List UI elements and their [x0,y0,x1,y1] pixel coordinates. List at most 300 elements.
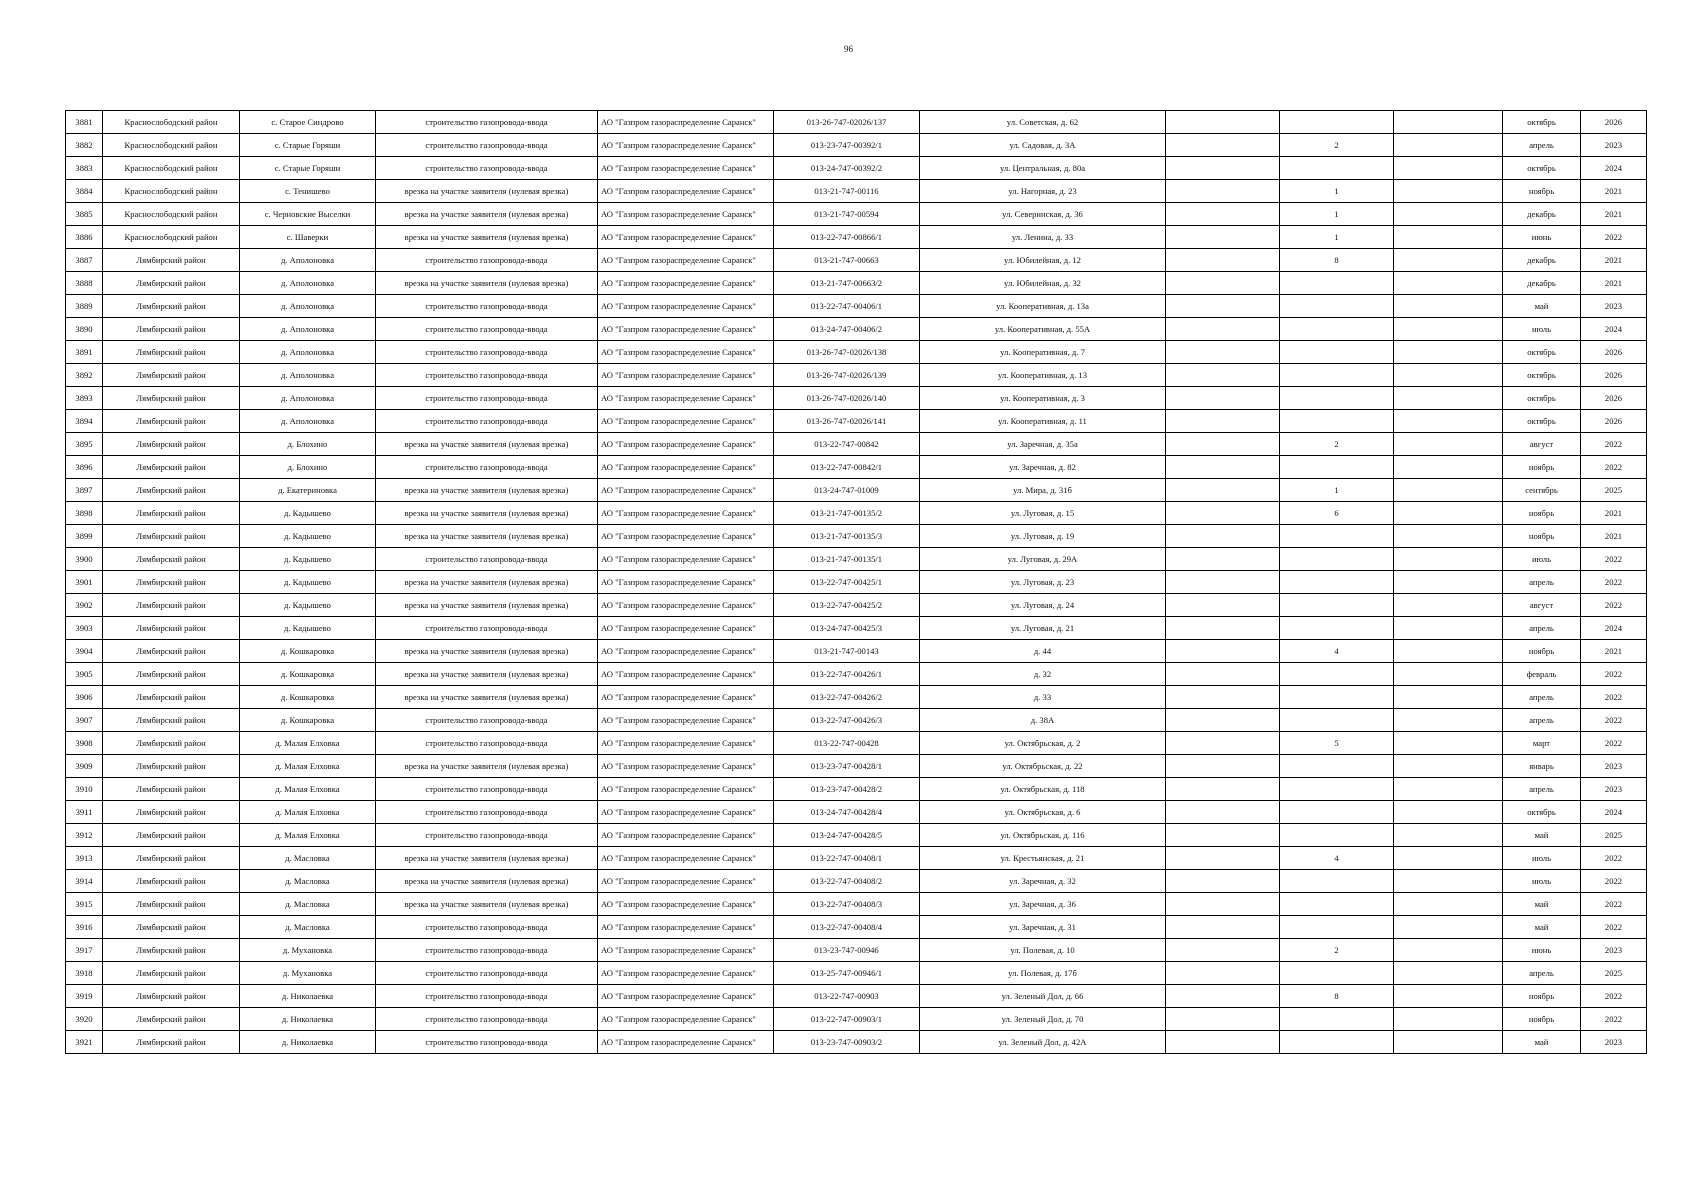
work-type-cell: строительство газопровода-ввода [376,801,598,824]
year-cell: 2021 [1581,502,1647,525]
organization-cell: АО "Газпром газораспределение Саранск" [598,893,774,916]
row-number-cell: 3893 [66,387,103,410]
organization-cell: АО "Газпром газораспределение Саранск" [598,640,774,663]
year-cell: 2023 [1581,755,1647,778]
settlement-cell: д. Масловка [240,916,376,939]
month-cell: ноябрь [1503,180,1581,203]
month-cell: декабрь [1503,272,1581,295]
settlement-cell: д. Кошкаровка [240,663,376,686]
settlement-cell: д. Екатериновка [240,479,376,502]
contract-number-cell: 013-23-747-00946 [774,939,920,962]
row-number-cell: 3888 [66,272,103,295]
empty-cell-b [1394,548,1503,571]
empty-cell-a [1166,226,1280,249]
table-row [66,778,1647,801]
organization-cell: АО "Газпром газораспределение Саранск" [598,732,774,755]
year-cell: 2026 [1581,111,1647,134]
quantity-cell: 6 [1280,502,1394,525]
empty-cell-a [1166,479,1280,502]
contract-number-cell: 013-22-747-00426/2 [774,686,920,709]
year-cell: 2021 [1581,640,1647,663]
empty-cell-a [1166,916,1280,939]
year-cell: 2022 [1581,709,1647,732]
empty-cell-a [1166,640,1280,663]
quantity-cell [1280,709,1394,732]
year-cell: 2023 [1581,295,1647,318]
row-number-cell: 3885 [66,203,103,226]
empty-cell-b [1394,870,1503,893]
quantity-cell [1280,111,1394,134]
work-type-cell: строительство газопровода-ввода [376,1031,598,1054]
organization-cell: АО "Газпром газораспределение Саранск" [598,548,774,571]
row-number-cell: 3914 [66,870,103,893]
work-type-cell: строительство газопровода-ввода [376,916,598,939]
quantity-cell: 1 [1280,180,1394,203]
address-cell: д. 44 [920,640,1166,663]
empty-cell-a [1166,180,1280,203]
row-number-cell: 3883 [66,157,103,180]
month-cell: апрель [1503,778,1581,801]
year-cell: 2022 [1581,985,1647,1008]
empty-cell-b [1394,1008,1503,1031]
district-cell: Лямбирский район [103,249,240,272]
row-number-cell: 3896 [66,456,103,479]
address-cell: д. 32 [920,663,1166,686]
settlement-cell: д. Блохино [240,456,376,479]
address-cell: ул. Кооперативная, д. 13 [920,364,1166,387]
district-cell: Лямбирский район [103,318,240,341]
empty-cell-b [1394,985,1503,1008]
contract-number-cell: 013-22-747-00408/3 [774,893,920,916]
settlement-cell: д. Кадышево [240,548,376,571]
work-type-cell: врезка на участке заявителя (нулевая врезка) [376,870,598,893]
district-cell: Лямбирский район [103,732,240,755]
quantity-cell [1280,962,1394,985]
district-cell: Краснослободский район [103,134,240,157]
contract-number-cell: 013-21-747-00135/3 [774,525,920,548]
table-row [66,755,1647,778]
table-row [66,479,1647,502]
organization-cell: АО "Газпром газораспределение Саранск" [598,1031,774,1054]
contract-number-cell: 013-24-747-01009 [774,479,920,502]
work-type-cell: врезка на участке заявителя (нулевая врезка) [376,226,598,249]
empty-cell-b [1394,272,1503,295]
district-cell: Лямбирский район [103,640,240,663]
year-cell: 2024 [1581,318,1647,341]
empty-cell-b [1394,1031,1503,1054]
empty-cell-b [1394,387,1503,410]
district-cell: Лямбирский район [103,594,240,617]
empty-cell-b [1394,111,1503,134]
empty-cell-a [1166,686,1280,709]
year-cell: 2022 [1581,548,1647,571]
contract-number-cell: 013-23-747-00428/2 [774,778,920,801]
empty-cell-a [1166,571,1280,594]
table-row [66,157,1647,180]
month-cell: август [1503,433,1581,456]
work-type-cell: врезка на участке заявителя (нулевая врезка) [376,502,598,525]
district-cell: Краснослободский район [103,203,240,226]
empty-cell-b [1394,709,1503,732]
month-cell: октябрь [1503,410,1581,433]
district-cell: Лямбирский район [103,617,240,640]
row-number-cell: 3911 [66,801,103,824]
quantity-cell [1280,1008,1394,1031]
work-type-cell: строительство газопровода-ввода [376,617,598,640]
settlement-cell: д. Аполоновка [240,387,376,410]
quantity-cell [1280,686,1394,709]
table-row [66,663,1647,686]
organization-cell: АО "Газпром газораспределение Саранск" [598,272,774,295]
contract-number-cell: 013-21-747-00663 [774,249,920,272]
organization-cell: АО "Газпром газораспределение Саранск" [598,801,774,824]
address-cell: ул. Октябрьская, д. 118 [920,778,1166,801]
district-cell: Лямбирский район [103,272,240,295]
district-cell: Лямбирский район [103,870,240,893]
year-cell: 2022 [1581,732,1647,755]
month-cell: май [1503,1031,1581,1054]
quantity-cell: 1 [1280,203,1394,226]
organization-cell: АО "Газпром газораспределение Саранск" [598,870,774,893]
month-cell: ноябрь [1503,640,1581,663]
empty-cell-b [1394,157,1503,180]
table-row [66,801,1647,824]
table-row [66,525,1647,548]
row-number-cell: 3918 [66,962,103,985]
contract-number-cell: 013-26-747-02026/137 [774,111,920,134]
organization-cell: АО "Газпром газораспределение Саранск" [598,111,774,134]
work-type-cell: врезка на участке заявителя (нулевая врезка) [376,640,598,663]
quantity-cell: 8 [1280,985,1394,1008]
work-type-cell: строительство газопровода-ввода [376,456,598,479]
address-cell: ул. Кооперативная, д. 13а [920,295,1166,318]
year-cell: 2022 [1581,226,1647,249]
organization-cell: АО "Газпром газораспределение Саранск" [598,824,774,847]
row-number-cell: 3913 [66,847,103,870]
settlement-cell: д. Кадышево [240,594,376,617]
address-cell: ул. Садовая, д. 3А [920,134,1166,157]
organization-cell: АО "Газпром газораспределение Саранск" [598,939,774,962]
empty-cell-a [1166,410,1280,433]
address-cell: ул. Кооперативная, д. 11 [920,410,1166,433]
district-cell: Краснослободский район [103,180,240,203]
address-cell: ул. Полевая, д. 17б [920,962,1166,985]
organization-cell: АО "Газпром газораспределение Саранск" [598,571,774,594]
page-number: 96 [844,44,853,54]
empty-cell-a [1166,525,1280,548]
table-row [66,456,1647,479]
district-cell: Лямбирский район [103,686,240,709]
quantity-cell: 1 [1280,479,1394,502]
district-cell: Лямбирский район [103,847,240,870]
address-cell: ул. Луговая, д. 29А [920,548,1166,571]
settlement-cell: д. Кошкаровка [240,686,376,709]
empty-cell-b [1394,732,1503,755]
settlement-cell: д. Малая Елховка [240,755,376,778]
empty-cell-b [1394,410,1503,433]
row-number-cell: 3903 [66,617,103,640]
empty-cell-a [1166,318,1280,341]
month-cell: октябрь [1503,341,1581,364]
organization-cell: АО "Газпром газораспределение Саранск" [598,686,774,709]
month-cell: июнь [1503,226,1581,249]
organization-cell: АО "Газпром газораспределение Саранск" [598,180,774,203]
district-cell: Лямбирский район [103,824,240,847]
address-cell: ул. Юбилейная, д. 32 [920,272,1166,295]
table-row [66,111,1647,134]
row-number-cell: 3891 [66,341,103,364]
table-row [66,824,1647,847]
address-cell: ул. Зеленый Дол, д. 66 [920,985,1166,1008]
work-type-cell: строительство газопровода-ввода [376,318,598,341]
address-cell: ул. Кооперативная, д. 55А [920,318,1166,341]
empty-cell-b [1394,663,1503,686]
quantity-cell: 5 [1280,732,1394,755]
settlement-cell: д. Аполоновка [240,249,376,272]
settlement-cell: д. Аполоновка [240,295,376,318]
settlement-cell: д. Кадышево [240,617,376,640]
district-cell: Лямбирский район [103,939,240,962]
table-row [66,410,1647,433]
empty-cell-b [1394,801,1503,824]
address-cell: ул. Мира, д. 31б [920,479,1166,502]
empty-cell-a [1166,111,1280,134]
month-cell: январь [1503,755,1581,778]
empty-cell-b [1394,318,1503,341]
address-cell: ул. Ленина, д. 33 [920,226,1166,249]
settlement-cell: д. Кошкаровка [240,709,376,732]
work-type-cell: врезка на участке заявителя (нулевая врезка) [376,433,598,456]
district-cell: Лямбирский район [103,1008,240,1031]
table-body [66,111,1647,1054]
work-type-cell: строительство газопровода-ввода [376,962,598,985]
contract-number-cell: 013-22-747-00408/4 [774,916,920,939]
row-number-cell: 3908 [66,732,103,755]
row-number-cell: 3890 [66,318,103,341]
organization-cell: АО "Газпром газораспределение Саранск" [598,709,774,732]
quantity-cell: 2 [1280,939,1394,962]
work-type-cell: строительство газопровода-ввода [376,778,598,801]
work-type-cell: строительство газопровода-ввода [376,410,598,433]
quantity-cell: 8 [1280,249,1394,272]
work-type-cell: врезка на участке заявителя (нулевая врезка) [376,663,598,686]
empty-cell-a [1166,1008,1280,1031]
organization-cell: АО "Газпром газораспределение Саранск" [598,847,774,870]
settlement-cell: д. Малая Елховка [240,732,376,755]
month-cell: апрель [1503,571,1581,594]
quantity-cell: 2 [1280,134,1394,157]
month-cell: апрель [1503,709,1581,732]
organization-cell: АО "Газпром газораспределение Саранск" [598,387,774,410]
empty-cell-b [1394,203,1503,226]
row-number-cell: 3912 [66,824,103,847]
table-row [66,1031,1647,1054]
work-type-cell: врезка на участке заявителя (нулевая врезка) [376,893,598,916]
empty-cell-a [1166,548,1280,571]
month-cell: октябрь [1503,111,1581,134]
address-cell: ул. Луговая, д. 21 [920,617,1166,640]
empty-cell-a [1166,847,1280,870]
empty-cell-b [1394,295,1503,318]
work-type-cell: врезка на участке заявителя (нулевая врезка) [376,525,598,548]
quantity-cell [1280,571,1394,594]
empty-cell-b [1394,249,1503,272]
quantity-cell [1280,548,1394,571]
table-row [66,226,1647,249]
address-cell: ул. Центральная, д. 80а [920,157,1166,180]
year-cell: 2026 [1581,341,1647,364]
district-cell: Краснослободский район [103,111,240,134]
empty-cell-a [1166,387,1280,410]
month-cell: июнь [1503,939,1581,962]
address-cell: ул. Заречная, д. 82 [920,456,1166,479]
quantity-cell [1280,755,1394,778]
empty-cell-a [1166,295,1280,318]
organization-cell: АО "Газпром газораспределение Саранск" [598,318,774,341]
contract-number-cell: 013-22-747-00425/1 [774,571,920,594]
contract-number-cell: 013-24-747-00428/4 [774,801,920,824]
settlement-cell: д. Малая Елховка [240,801,376,824]
month-cell: июль [1503,847,1581,870]
year-cell: 2022 [1581,456,1647,479]
quantity-cell: 1 [1280,226,1394,249]
table-row [66,686,1647,709]
contract-number-cell: 013-23-747-00903/2 [774,1031,920,1054]
empty-cell-a [1166,203,1280,226]
district-cell: Лямбирский район [103,387,240,410]
row-number-cell: 3881 [66,111,103,134]
year-cell: 2022 [1581,686,1647,709]
month-cell: ноябрь [1503,502,1581,525]
empty-cell-b [1394,939,1503,962]
row-number-cell: 3886 [66,226,103,249]
settlement-cell: с. Черновские Выселки [240,203,376,226]
table-row [66,985,1647,1008]
address-cell: ул. Кооперативная, д. 3 [920,387,1166,410]
settlement-cell: д. Масловка [240,847,376,870]
district-cell: Лямбирский район [103,663,240,686]
settlement-cell: д. Николаевка [240,1031,376,1054]
settlement-cell: д. Блохино [240,433,376,456]
quantity-cell [1280,870,1394,893]
contract-number-cell: 013-22-747-00866/1 [774,226,920,249]
settlement-cell: д. Кадышево [240,525,376,548]
quantity-cell [1280,916,1394,939]
work-type-cell: строительство газопровода-ввода [376,364,598,387]
empty-cell-a [1166,456,1280,479]
table-row [66,272,1647,295]
year-cell: 2026 [1581,364,1647,387]
empty-cell-a [1166,755,1280,778]
address-cell: ул. Октябрьская, д. 116 [920,824,1166,847]
organization-cell: АО "Газпром газораспределение Саранск" [598,249,774,272]
district-cell: Лямбирский район [103,525,240,548]
row-number-cell: 3910 [66,778,103,801]
district-cell: Лямбирский район [103,778,240,801]
empty-cell-a [1166,663,1280,686]
quantity-cell [1280,801,1394,824]
district-cell: Лямбирский район [103,755,240,778]
empty-cell-a [1166,985,1280,1008]
empty-cell-b [1394,893,1503,916]
row-number-cell: 3897 [66,479,103,502]
district-cell: Краснослободский район [103,226,240,249]
district-cell: Лямбирский район [103,801,240,824]
contract-number-cell: 013-22-747-00428 [774,732,920,755]
row-number-cell: 3909 [66,755,103,778]
work-type-cell: строительство газопровода-ввода [376,341,598,364]
table-row [66,870,1647,893]
empty-cell-b [1394,847,1503,870]
table-row [66,916,1647,939]
work-type-cell: строительство газопровода-ввода [376,249,598,272]
empty-cell-a [1166,732,1280,755]
address-cell: ул. Заречная, д. 31 [920,916,1166,939]
month-cell: май [1503,916,1581,939]
month-cell: май [1503,295,1581,318]
empty-cell-a [1166,134,1280,157]
settlement-cell: д. Мухановка [240,939,376,962]
empty-cell-a [1166,433,1280,456]
row-number-cell: 3921 [66,1031,103,1054]
row-number-cell: 3920 [66,1008,103,1031]
contract-number-cell: 013-21-747-00116 [774,180,920,203]
month-cell: ноябрь [1503,1008,1581,1031]
address-cell: ул. Заречная, д. 36 [920,893,1166,916]
address-cell: ул. Нагорная, д. 23 [920,180,1166,203]
address-cell: ул. Октябрьская, д. 22 [920,755,1166,778]
row-number-cell: 3907 [66,709,103,732]
address-cell: д. 38А [920,709,1166,732]
address-cell: ул. Юбилейная, д. 12 [920,249,1166,272]
year-cell: 2026 [1581,410,1647,433]
work-type-cell: строительство газопровода-ввода [376,387,598,410]
row-number-cell: 3919 [66,985,103,1008]
empty-cell-b [1394,755,1503,778]
month-cell: март [1503,732,1581,755]
row-number-cell: 3904 [66,640,103,663]
address-cell: ул. Зеленый Дол, д. 42А [920,1031,1166,1054]
year-cell: 2025 [1581,824,1647,847]
month-cell: апрель [1503,617,1581,640]
work-type-cell: врезка на участке заявителя (нулевая врезка) [376,594,598,617]
empty-cell-b [1394,617,1503,640]
empty-cell-a [1166,594,1280,617]
quantity-cell [1280,364,1394,387]
quantity-cell: 2 [1280,433,1394,456]
month-cell: июль [1503,318,1581,341]
row-number-cell: 3889 [66,295,103,318]
work-type-cell: врезка на участке заявителя (нулевая врезка) [376,847,598,870]
table-row [66,1008,1647,1031]
year-cell: 2023 [1581,778,1647,801]
row-number-cell: 3902 [66,594,103,617]
month-cell: декабрь [1503,249,1581,272]
row-number-cell: 3906 [66,686,103,709]
empty-cell-a [1166,341,1280,364]
year-cell: 2025 [1581,479,1647,502]
district-cell: Лямбирский район [103,502,240,525]
table-row [66,387,1647,410]
contract-number-cell: 013-22-747-00406/1 [774,295,920,318]
year-cell: 2021 [1581,525,1647,548]
empty-cell-b [1394,433,1503,456]
contract-number-cell: 013-23-747-00392/1 [774,134,920,157]
table-row [66,640,1647,663]
organization-cell: АО "Газпром газораспределение Саранск" [598,755,774,778]
empty-cell-b [1394,778,1503,801]
organization-cell: АО "Газпром газораспределение Саранск" [598,226,774,249]
